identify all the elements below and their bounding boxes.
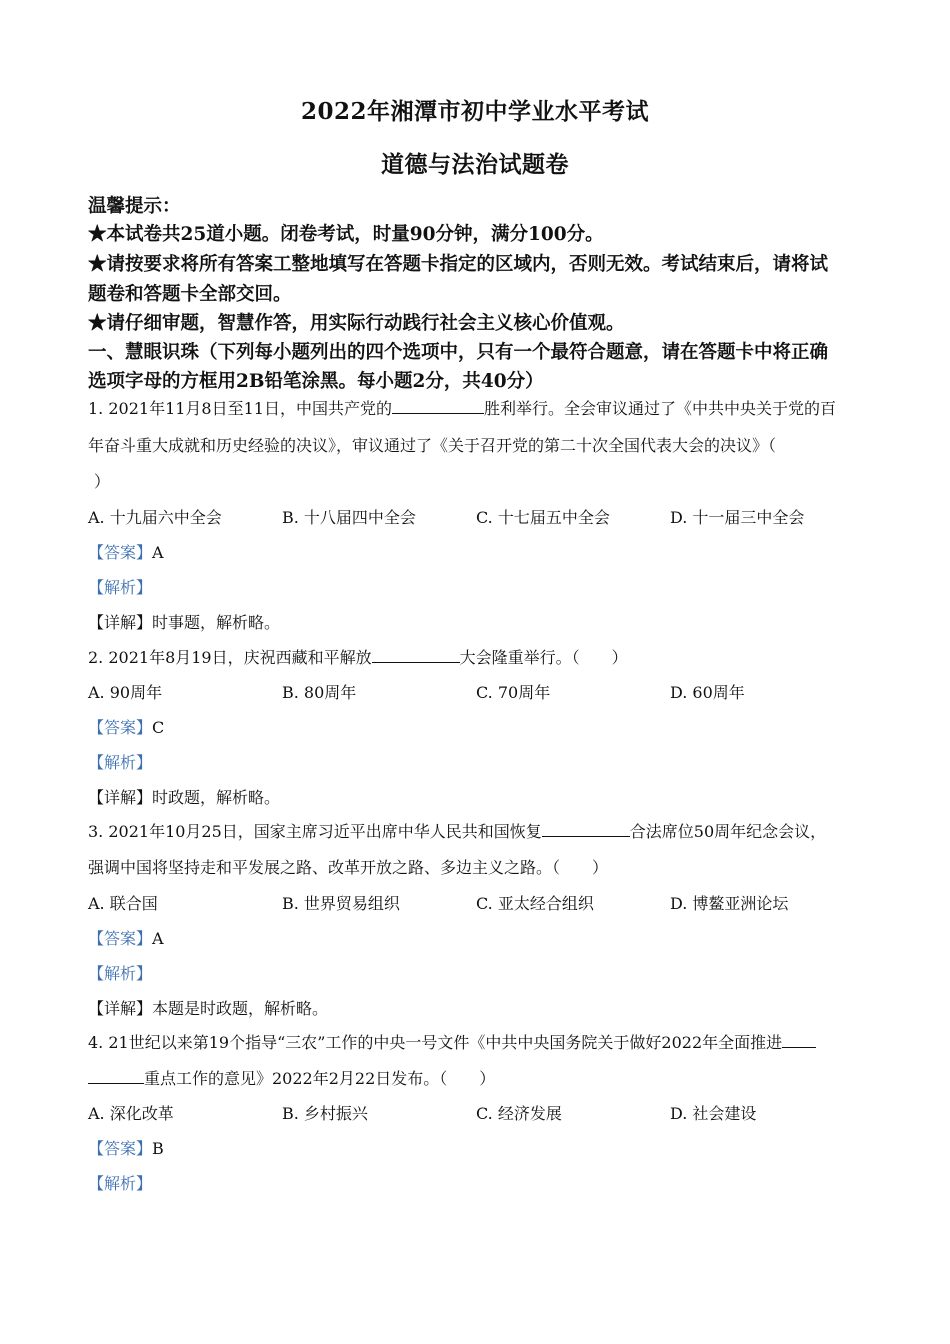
question-2-detail [88,785,868,808]
answer-label: 【答案】 [88,718,153,737]
section-heading-2: 选项字母的方框用2B铅笔涂黑。每小题2分，共40分） [88,371,544,392]
question-2-analysis-label: 【解析】 [88,753,153,772]
question-2-option-c: C. 70周年 [476,683,551,702]
question-3-detail [88,996,868,1019]
answer-label: 【答案】 [88,543,153,562]
question-3-option-d: D. 博鳌亚洲论坛 [670,894,789,913]
question-1-stem [88,396,868,419]
exam-title: 2022年湘潭市初中学业水平考试 [300,98,649,125]
tips-heading: 温馨提示： [88,196,181,217]
question-3-text-a: 3. 2021年10月25日，国家主席习近平出席中华人民共和国恢复 [88,822,542,841]
answer-blank [782,1033,816,1048]
answer-blank [372,648,460,663]
question-1-option-c: C. 十七届五中全会 [476,508,610,527]
question-1-answer [88,540,868,563]
answer-value: A [152,543,164,562]
detail-label: 【详解】 [88,999,153,1018]
answer-value: B [152,1139,164,1158]
section-heading-1: 一、慧眼识珠（下列每小题列出的四个选项中，只有一个最符合题意，请在答题卡中将正确 [88,342,829,363]
question-2-option-b: B. 80周年 [282,683,357,702]
tips-line-2a: ★请按要求将所有答案工整地填写在答题卡指定的区域内，否则无效。考试结束后，请将试 [88,254,829,275]
question-3-answer [88,926,868,949]
answer-value: C [152,718,165,737]
question-1-option-b: B. 十八届四中全会 [282,508,416,527]
answer-label: 【答案】 [88,929,153,948]
detail-label: 【详解】 [88,788,153,807]
question-1-text-a: 1. 2021年11月8日至11日，中国共产党的 [88,399,392,418]
answer-blank-continued [88,1069,144,1084]
question-2-text-a: 2. 2021年8月19日，庆祝西藏和平解放 [88,648,372,667]
question-3-stem [88,819,868,842]
question-4-option-d: D. 社会建设 [670,1104,757,1123]
answer-blank [542,822,630,837]
question-1-stem-line-2: 年奋斗重大成就和历史经验的决议》，审议通过了《关于召开党的第二十次全国代表大会的决议》（ [88,436,777,455]
question-2-stem [88,645,868,668]
question-2-option-d: D. 60周年 [670,683,745,702]
question-1-option-d: D. 十一届三中全会 [670,508,805,527]
question-4-text-a: 4. 21世纪以来第19个指导“三农”工作的中央一号文件《中共中央国务院关于做好2022年全面推进 [88,1033,783,1052]
question-1-analysis-label: 【解析】 [88,578,153,597]
detail-text: 时事题，解析略。 [152,613,281,632]
question-3-option-a: A. 联合国 [88,894,158,913]
question-4-text-b: 重点工作的意见》2022年2月22日发布。（ ） [144,1069,496,1088]
question-2-answer [88,715,868,738]
answer-label: 【答案】 [88,1139,153,1158]
question-3-option-b: B. 世界贸易组织 [282,894,400,913]
question-1-stem-line-3: ） [94,472,111,491]
question-4-stem-line-2 [88,1066,868,1089]
exam-subtitle: 道德与法治试题卷 [381,151,569,178]
question-4-option-b: B. 乡村振兴 [282,1104,368,1123]
question-3-text-b: 合法席位50周年纪念会议， [629,822,827,841]
detail-label: 【详解】 [88,613,153,632]
question-3-option-c: C. 亚太经合组织 [476,894,594,913]
tips-line-2b: 题卷和答题卡全部交回。 [88,284,292,305]
question-1-detail [88,610,868,633]
detail-text: 时政题，解析略。 [152,788,281,807]
question-3-analysis-label: 【解析】 [88,964,153,983]
question-4-answer [88,1136,868,1159]
question-4-option-a: A. 深化改革 [88,1104,174,1123]
tips-line-3: ★请仔细审题，智慧作答，用实际行动践行社会主义核心价值观。 [88,313,625,334]
question-1-option-a: A. 十九届六中全会 [88,508,222,527]
question-4-stem [88,1030,868,1053]
answer-value: A [152,929,164,948]
question-2-option-a: A. 90周年 [88,683,163,702]
question-4-analysis-label: 【解析】 [88,1174,153,1193]
question-2-text-b: 大会隆重举行。（ ） [459,648,628,667]
answer-blank [392,399,484,414]
question-1-text-b: 胜利举行。全会审议通过了《中共中央关于党的百 [483,399,836,418]
detail-text: 本题是时政题，解析略。 [152,999,329,1018]
question-4-option-c: C. 经济发展 [476,1104,562,1123]
question-3-stem-line-2: 强调中国将坚持走和平发展之路、改革开放之路、多边主义之路。（ ） [88,858,609,877]
tips-line-1: ★本试卷共25道小题。闭卷考试，时量90分钟，满分100分。 [88,224,604,245]
